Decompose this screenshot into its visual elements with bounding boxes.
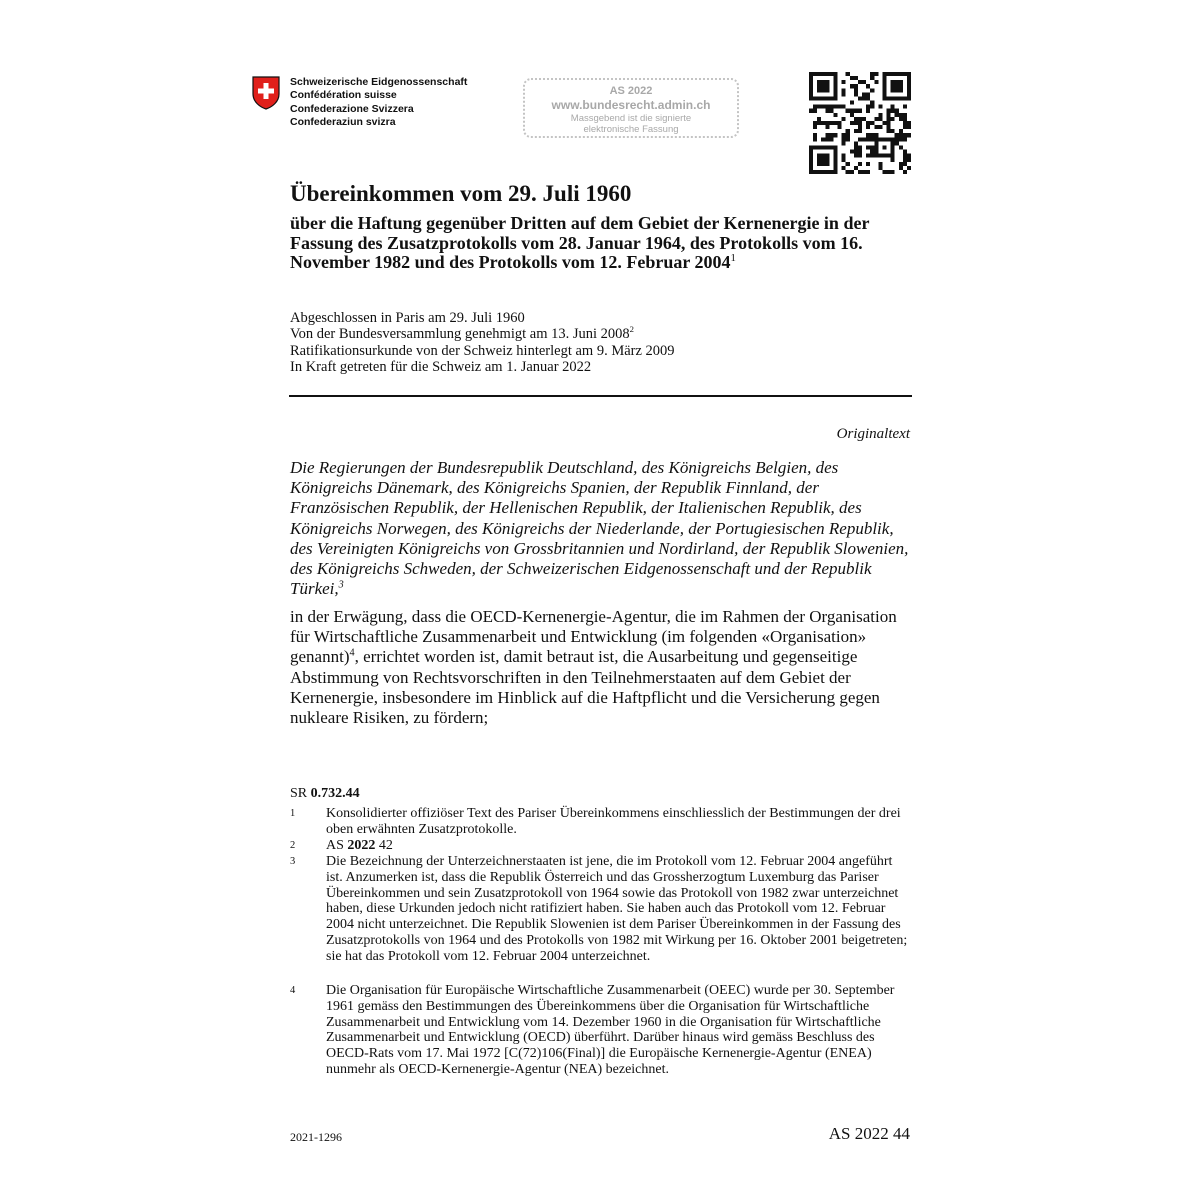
parties-paragraph (290, 458, 915, 599)
footnote-1-text: Konsolidierter offiziöser Text des Pariser Übereinkommens einschliesslich der Bestimmungen der drei oben erwähnten Zusatzprotokolle. (326, 806, 901, 837)
fed-line-de: Schweizerische Eidgenossenschaft (290, 76, 468, 88)
document-number: 2021-1296 (290, 1130, 342, 1144)
footnote-4 (290, 983, 910, 1078)
date-approved: Von der Bundesversammlung genehmigt am 13. Juni 2008 (290, 326, 630, 343)
swiss-shield-icon (252, 76, 280, 110)
preamble-paragraph (290, 607, 915, 728)
footnote-2-prefix: AS (326, 838, 348, 853)
date-in-force: In Kraft getreten für die Schweiz am 1. Januar 2022 (290, 358, 592, 375)
as-stamp-note-2: elektronische Fassung (583, 124, 679, 135)
footnote-ref-3[interactable]: 3 (338, 579, 344, 591)
qr-code-icon[interactable] (809, 72, 911, 174)
original-text-label: Originaltext (836, 426, 910, 442)
subtitle-text: über die Haftung gegenüber Dritten auf dem Gebiet der Kernenergie in der Fassung des Zusatzprotokolls vom 28. Januar 1964, des Protokolls vom 16. November 1982 und des Protokolls vom 12. Februar 2004 (290, 213, 870, 272)
footnote-2-text (326, 838, 910, 854)
footnote-ref-4[interactable]: 4 (349, 647, 355, 659)
document-title: Übereinkommen vom 29. Juli 1960 (290, 181, 632, 206)
date-approved-line (290, 326, 675, 342)
preamble-text-1: in der Erwägung, dass die OECD-Kernenergie-Agentur, die im Rahmen der Organisation für Wirtschaftliche Zusammenarbeit und Entwicklung (im folgenden «Organisation» genannt) (290, 607, 897, 667)
as-stamp-note-1: Massgebend ist die signierte (570, 113, 692, 124)
dates-block (290, 310, 675, 375)
footnote-4-text: Die Organisation für Europäische Wirtschaftliche Zusammenarbeit (OEEC) wurde per 30. September 1961 gemäss den Bestimmungen des Übereinkommens über die Organisation für Wirtschaftliche Zusammenarbeit und Entwicklung vom 14. Dezember 1960 in die Organisation für Wirtschaftliche Zusammenarbeit und Entwicklung (OECD) überführt. Darüber hinaus wird gemäss Beschluss des OECD-Rats vom 17. Mai 1972 [C(72)106(Final)] die Europäische Kernenergie-Agentur (ENEA) nunmehr als OECD-Kernenergie-Agentur (NEA) bezeichnet. (326, 983, 895, 1077)
sr-number (290, 786, 360, 802)
preamble-text-2: , errichtet worden ist, damit betraut ist, die Ausarbeitung und gegenseitige Abstimmung von Rechtsvorschriften in den Teilnehmerstaaten auf dem Gebiet der Kernenergie, insbesondere im Hinblick auf die Haftpflicht und die Versicherung gegen nukleare Risiken, zu fördern; (290, 647, 880, 728)
as-stamp-box (523, 78, 739, 138)
date-concluded: Abgeschlossen in Paris am 29. Juli 1960 (290, 310, 525, 326)
footnote-1 (290, 806, 910, 838)
footnote-3-number: 3 (290, 856, 296, 867)
footnote-4-number: 4 (290, 985, 296, 996)
date-ratified: Ratifikationsurkunde von der Schweiz hinterlegt am 9. März 2009 (290, 342, 675, 359)
footnote-3 (290, 854, 910, 965)
footnote-1-number: 1 (290, 808, 296, 819)
footnote-3-text: Die Bezeichnung der Unterzeichnerstaaten ist jene, die im Protokoll vom 12. Februar 2004 angeführt ist. Anzumerken ist, dass die Republik Österreich und das Grossherzogtum Luxemburg das Pariser Übereinkommen und sein Zusatzprotokoll von 1964 sowie das Protokoll von 1982 zwar unterzeichnet haben, diese Urkunden jedoch nicht ratifiziert haben. Sie haben auch das Protokoll vom 12. Februar 2004 nicht unterzeichnet. Die Republik Slowenien ist dem Pariser Übereinkommen in der Fassung des Zusatzprotokolls von 1964 und des Protokolls von 1982 mit Wirkung per 16. Oktober 2001 beigetreten; sie hat das Protokoll vom 12. Februar 2004 unterzeichnet. (326, 854, 908, 964)
fed-line-rm: Confederaziun svizra (290, 116, 396, 129)
sr-prefix: SR (290, 786, 311, 801)
as-stamp-url[interactable]: www.bundesrecht.admin.ch (551, 98, 711, 112)
as-stamp-volume: AS 2022 (609, 85, 653, 97)
sr-value: 0.732.44 (310, 786, 360, 801)
fed-line-it: Confederazione Svizzera (290, 102, 414, 115)
footnote-2-number: 2 (290, 840, 296, 851)
parties-text: Die Regierungen der Bundesrepublik Deutschland, des Königreichs Belgien, des Königreichs Dänemark, des Königreichs Spanien, der Republik Finnland, der Französischen Republik, der Hellenischen Republik, der Italienischen Republik, des Königreichs Norwegen, des Königreichs der Niederlande, der Portugiesischen Republik, des Vereinigten Königreichs von Grossbritannien und Nordirland, der Republik Slowenien, des Königreichs Schweden, der Schweizerischen Eidgenossenschaft und der Republik Türkei, (290, 458, 909, 599)
footnote-2-year: 2022 (347, 838, 376, 853)
page-reference: AS 2022 44 (828, 1124, 910, 1143)
footnote-ref-1[interactable]: 1 (730, 252, 736, 264)
federal-logo (252, 76, 482, 136)
horizontal-rule (289, 395, 912, 397)
footnote-2 (290, 838, 910, 854)
document-subtitle (290, 214, 920, 273)
fed-line-fr: Confédération suisse (290, 89, 397, 102)
footnote-2-suffix: 42 (375, 838, 393, 853)
federal-name-lines (290, 76, 467, 130)
footnote-ref-2[interactable]: 2 (629, 324, 634, 335)
